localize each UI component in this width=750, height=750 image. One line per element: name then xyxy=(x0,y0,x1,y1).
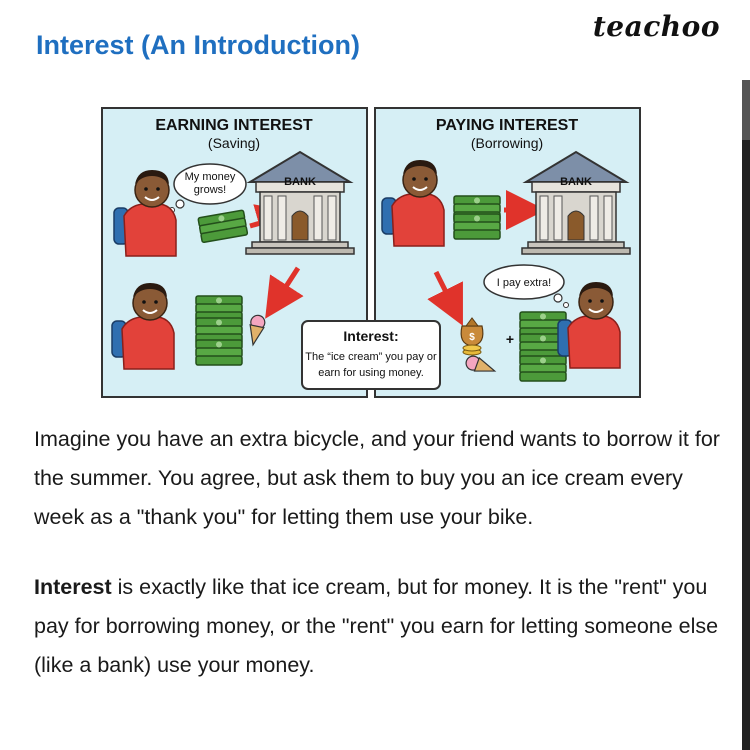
callout-line-1: The “ice cream” you pay or xyxy=(305,351,437,363)
scrollbar[interactable] xyxy=(742,80,750,750)
interest-callout xyxy=(302,321,440,389)
coin-stack-icon xyxy=(463,345,481,355)
bubble-line-1: My money xyxy=(184,171,236,183)
callout-line-2: earn for using money. xyxy=(318,367,424,379)
interest-illustration xyxy=(100,106,642,399)
bubble-text-right: I pay extra! xyxy=(496,277,552,289)
paying-subheading: (Borrowing) xyxy=(470,135,544,151)
callout-heading: Interest: xyxy=(343,328,399,344)
bank-label-left: BANK xyxy=(284,176,316,188)
plus-sign: + xyxy=(505,331,515,347)
brand-logo: teachoo xyxy=(592,10,720,43)
money-stack-borrow xyxy=(454,196,500,239)
earning-heading: EARNING INTEREST xyxy=(155,117,313,134)
paragraph-1: Imagine you have an extra bicycle, and your friend wants to borrow it for the summer. You agree, but ask them to buy you an ice cream every week as a "thank you" for letting them use your bike. xyxy=(34,427,720,529)
money-stack-big xyxy=(196,296,242,365)
svg-text:$: $ xyxy=(469,332,475,343)
bubble-line-2: grows! xyxy=(193,184,227,196)
paragraph-2-text: is exactly like that ice cream, but for money. It is the "rent" you pay for borrowing money, or the "rent" you earn for letting someone else (like a bank) use your money. xyxy=(34,575,719,677)
bank-label-right: BANK xyxy=(560,176,592,188)
paragraph-2 xyxy=(34,568,724,685)
page-title: Interest (An Introduction) xyxy=(36,30,360,60)
earning-subheading: (Saving) xyxy=(207,135,261,151)
body-text xyxy=(34,420,724,716)
paying-heading: PAYING INTEREST xyxy=(435,117,579,134)
interest-term: Interest xyxy=(34,575,112,599)
scrollbar-thumb[interactable] xyxy=(742,80,750,140)
